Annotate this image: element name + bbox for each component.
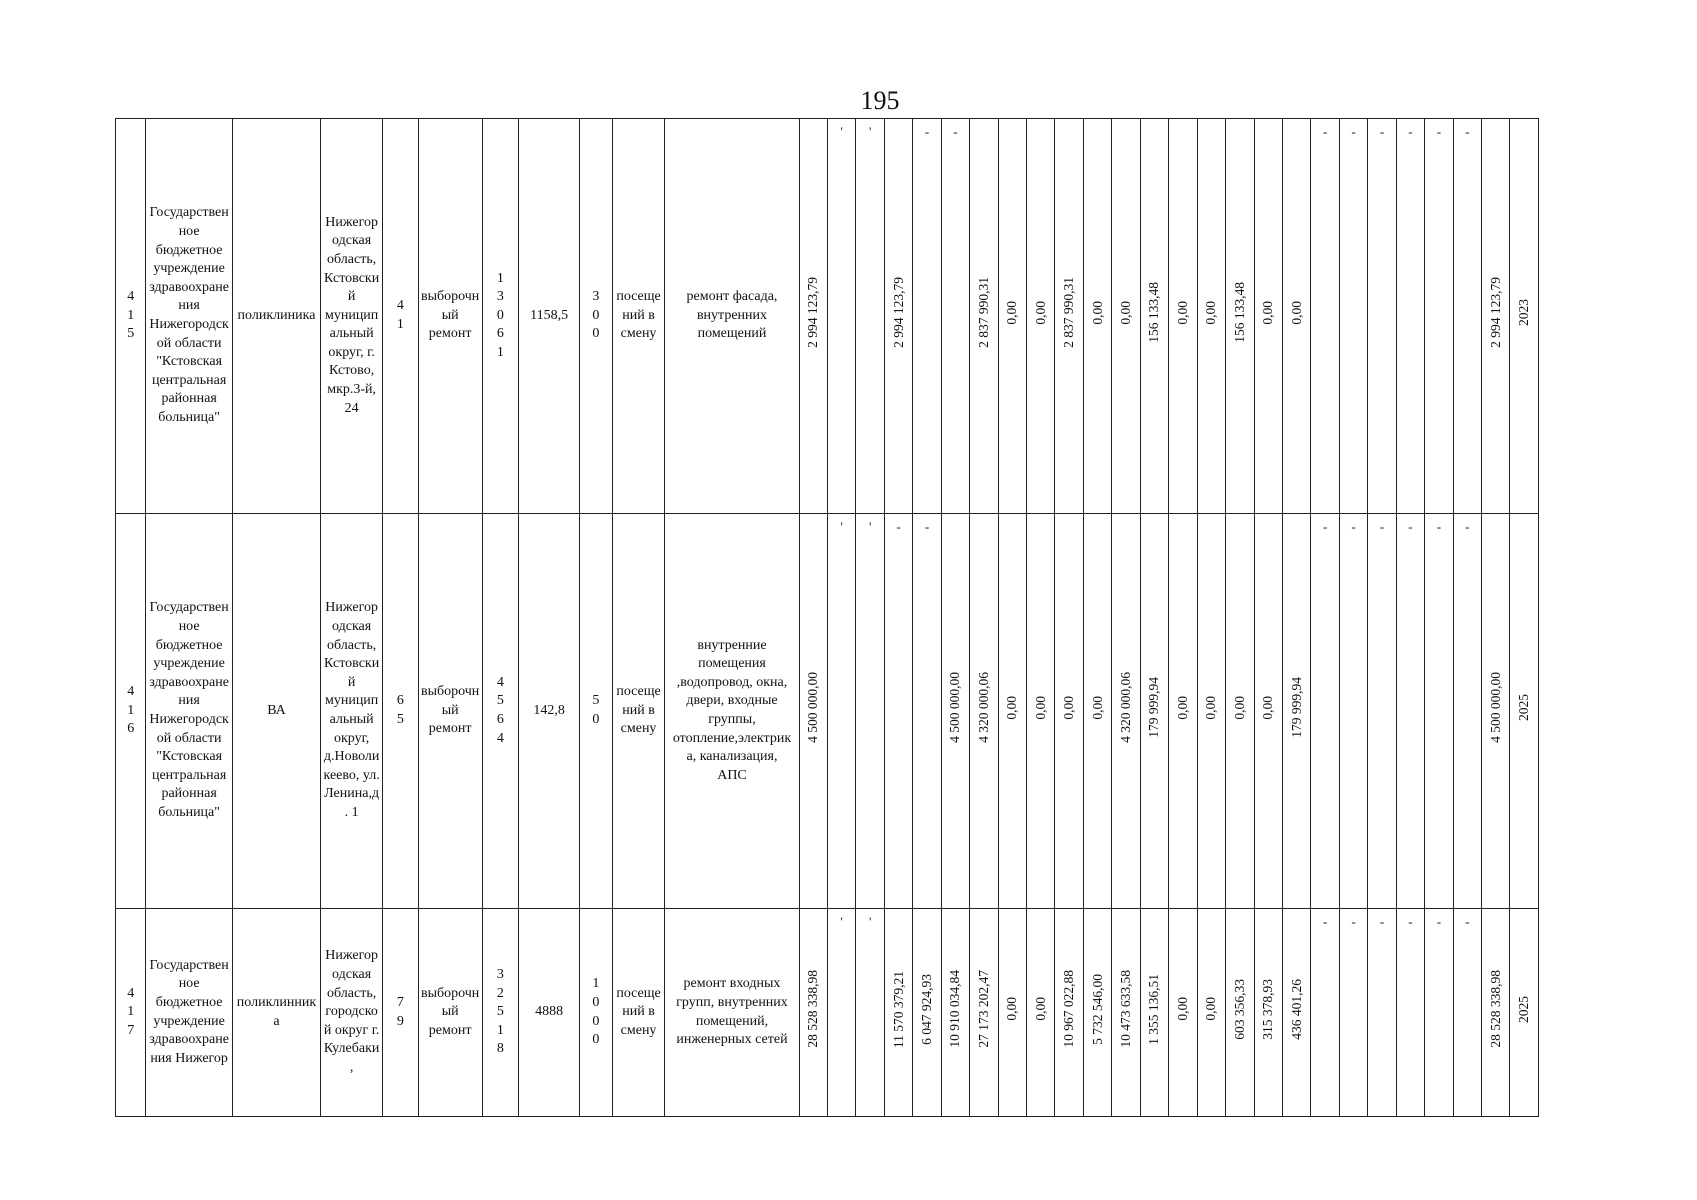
row-number-cell [116, 119, 146, 514]
capacity: 3 0 0 [592, 289, 600, 342]
amount-cell [1453, 119, 1481, 514]
page-number: 195 [860, 86, 900, 115]
empty-marker: ' [868, 519, 872, 534]
row-number: 4 1 6 [127, 684, 135, 737]
repair-year-cell [1510, 119, 1539, 514]
empty-marker: - [1322, 519, 1328, 534]
amount-cell [1197, 119, 1225, 514]
registry-code: 3 2 5 1 8 [496, 967, 504, 1057]
amount-value: 2 994 123,79 [1487, 277, 1503, 349]
amount-value: 2 837 990,31 [1061, 277, 1077, 349]
object-area-cell [519, 514, 580, 909]
object-address-cell [321, 514, 383, 909]
work-description: ремонт фасада, внутренних помещений [686, 289, 778, 342]
object-area: 142,8 [533, 702, 565, 718]
amount-cell [970, 119, 998, 514]
empty-marker: - [1465, 914, 1470, 929]
amount-cell [827, 514, 855, 909]
year-built: 4 1 [396, 298, 404, 332]
amount-value: 603 356,33 [1231, 978, 1247, 1040]
object-area-cell [519, 119, 580, 514]
empty-marker: - [1408, 124, 1413, 139]
table-row [116, 119, 1539, 514]
capacity-unit: посещений в смену [616, 684, 661, 737]
institution-name-cell [146, 909, 232, 1117]
amount-cell [1453, 909, 1481, 1117]
amount-cell [1482, 119, 1510, 514]
row-number-cell [116, 909, 146, 1117]
amount-value: 4 500 000,00 [805, 672, 821, 744]
amount-cell [1055, 119, 1083, 514]
registry-code-cell [482, 514, 519, 909]
empty-marker: - [1379, 124, 1385, 139]
table-row [116, 514, 1539, 909]
amount-cell [827, 909, 855, 1117]
object-address: Нижегородская область, Кстовский муниципальный округ, г. Кстово, мкр.3-й, 24 [324, 214, 380, 416]
object-type: поликлинника [236, 994, 317, 1029]
amount-cell [856, 909, 884, 1117]
empty-marker: - [1351, 519, 1356, 534]
registry-code-cell [482, 119, 519, 514]
empty-marker: - [1436, 914, 1442, 929]
empty-marker: - [924, 519, 930, 534]
amount-cell [884, 514, 912, 909]
amount-cell [1169, 119, 1197, 514]
object-type-cell [232, 514, 320, 909]
amount-cell [1055, 514, 1083, 909]
amount-cell [1453, 514, 1481, 909]
amount-cell [1055, 909, 1083, 1117]
object-type: поликлиника [237, 307, 316, 323]
amount-cell [1140, 119, 1168, 514]
amount-value: 0,00 [1089, 695, 1105, 720]
amount-value: 0,00 [1089, 300, 1105, 325]
amount-cell [799, 909, 827, 1117]
amount-cell [1254, 119, 1282, 514]
amount-cell [1140, 909, 1168, 1117]
object-address-cell [321, 909, 383, 1117]
repair-year-cell [1510, 514, 1539, 909]
amount-value: 0,00 [1260, 300, 1276, 325]
amount-value: 6 047 924,93 [918, 973, 934, 1045]
work-description-cell [665, 514, 799, 909]
amount-cell [913, 909, 941, 1117]
institution-name-cell [146, 514, 232, 909]
empty-marker: - [1351, 124, 1356, 139]
capacity: 5 0 [592, 693, 600, 727]
amount-cell [1083, 514, 1111, 909]
object-address-cell [321, 119, 383, 514]
year-built: 6 5 [396, 693, 404, 727]
object-type: ВА [267, 702, 286, 718]
row-number: 4 1 7 [127, 985, 135, 1038]
amount-cell [884, 909, 912, 1117]
amount-value: 0,00 [1174, 695, 1190, 720]
empty-marker: - [1322, 124, 1328, 139]
empty-marker: - [1465, 124, 1470, 139]
empty-marker: - [1408, 519, 1413, 534]
amount-cell [1339, 514, 1367, 909]
work-description-cell [665, 909, 799, 1117]
repair-year: 2023 [1516, 299, 1532, 327]
object-type-cell [232, 909, 320, 1117]
amount-cell [884, 119, 912, 514]
empty-marker: ' [840, 914, 843, 929]
institution-name: Государственное бюджетное учреждение здравоохранения Нижегородской области "Кстовская центральная районная больница" [149, 600, 229, 820]
repair-type-cell [418, 909, 482, 1117]
amount-value: 27 173 202,47 [975, 970, 991, 1049]
amount-value: 4 320 000,06 [1118, 672, 1134, 744]
amount-cell [1226, 119, 1254, 514]
amount-cell [856, 119, 884, 514]
amount-value: 0,00 [1203, 300, 1219, 325]
capacity-cell [580, 119, 613, 514]
repair-program-table [115, 118, 1539, 1117]
empty-marker: - [924, 124, 930, 139]
year-built-cell [383, 909, 419, 1117]
amount-cell [799, 119, 827, 514]
object-area: 4888 [535, 1004, 564, 1020]
capacity-unit: посещений в смену [616, 289, 661, 342]
amount-cell [1027, 909, 1055, 1117]
year-built-cell [383, 514, 419, 909]
amount-cell [970, 909, 998, 1117]
amount-value: 2 837 990,31 [975, 277, 991, 349]
amount-value: 0,00 [1174, 997, 1190, 1022]
amount-value: 28 528 338,98 [805, 970, 821, 1049]
object-area-cell [519, 909, 580, 1117]
object-area: 1158,5 [530, 307, 569, 323]
amount-value: 0,00 [1203, 695, 1219, 720]
empty-marker: - [1379, 519, 1385, 534]
institution-name-cell [146, 119, 232, 514]
amount-cell [1112, 909, 1140, 1117]
year-built-cell [383, 119, 419, 514]
amount-cell [1368, 909, 1396, 1117]
amount-value: 0,00 [1231, 695, 1247, 720]
amount-value: 156 133,48 [1146, 282, 1162, 344]
amount-cell [1482, 909, 1510, 1117]
amount-value: 4 500 000,00 [947, 672, 963, 744]
amount-cell [799, 514, 827, 909]
table-row [116, 909, 1539, 1117]
amount-cell [1112, 119, 1140, 514]
empty-marker: - [1408, 914, 1413, 929]
amount-value: 28 528 338,98 [1487, 970, 1503, 1049]
institution-name: Государственное бюджетное учреждение здравоохранения Нижегор [149, 957, 229, 1066]
empty-marker: - [1351, 914, 1356, 929]
year-built: 7 9 [396, 994, 404, 1029]
amount-cell [1425, 514, 1453, 909]
repair-year: 2025 [1516, 995, 1532, 1023]
amount-cell [1027, 119, 1055, 514]
amount-value: 0,00 [1032, 695, 1048, 720]
amount-value: 0,00 [1004, 695, 1020, 720]
amount-value: 2 994 123,79 [890, 277, 906, 349]
amount-cell [827, 119, 855, 514]
capacity-cell [580, 514, 613, 909]
row-number-cell [116, 514, 146, 909]
amount-value: 0,00 [1004, 997, 1020, 1022]
registry-code-cell [482, 909, 519, 1117]
empty-marker: - [953, 124, 958, 139]
amount-value: 436 401,26 [1288, 978, 1304, 1040]
empty-marker: - [896, 519, 901, 534]
amount-cell [941, 909, 969, 1117]
empty-marker: ' [868, 124, 872, 139]
amount-cell [998, 514, 1026, 909]
amount-value: 0,00 [1260, 695, 1276, 720]
amount-cell [1027, 514, 1055, 909]
amount-cell [998, 119, 1026, 514]
amount-cell [1282, 119, 1310, 514]
amount-cell [1226, 514, 1254, 909]
amount-value: 0,00 [1203, 997, 1219, 1022]
amount-value: 0,00 [1032, 997, 1048, 1022]
empty-marker: ' [868, 914, 872, 929]
amount-cell [1197, 909, 1225, 1117]
repair-type-cell [418, 119, 482, 514]
empty-marker: ' [840, 519, 843, 534]
object-type-cell [232, 119, 320, 514]
work-description: ремонт входных групп, внутренних помещений, инженерных сетей [676, 976, 788, 1048]
amount-cell [1169, 909, 1197, 1117]
amount-cell [1083, 119, 1111, 514]
amount-cell [1368, 514, 1396, 909]
object-address: Нижегородская область, Кстовский муниципальный округ, д.Новоликеево, ул. Ленина,д. 1 [323, 600, 380, 820]
amount-value: 10 967 022,88 [1061, 970, 1077, 1049]
amount-value: 0,00 [1032, 300, 1048, 325]
repair-year: 2025 [1516, 694, 1532, 722]
amount-cell [941, 514, 969, 909]
capacity: 1 0 0 0 [592, 976, 600, 1048]
amount-value: 4 500 000,00 [1487, 672, 1503, 744]
amount-cell [1169, 514, 1197, 909]
amount-value: 0,00 [1061, 695, 1077, 720]
amount-cell [1311, 119, 1339, 514]
repair-type: выборочный ремонт [420, 684, 480, 737]
amount-cell [1339, 119, 1367, 514]
empty-marker: - [1465, 519, 1470, 534]
amount-value: 0,00 [1118, 300, 1134, 325]
repair-year-cell [1510, 909, 1539, 1117]
amount-value: 1 355 136,51 [1146, 973, 1162, 1045]
amount-cell [970, 514, 998, 909]
amount-cell [1396, 119, 1424, 514]
amount-cell [1112, 514, 1140, 909]
amount-cell [998, 909, 1026, 1117]
amount-value: 179 999,94 [1146, 677, 1162, 739]
amount-cell [913, 119, 941, 514]
amount-cell [1339, 909, 1367, 1117]
amount-value: 0,00 [1004, 300, 1020, 325]
amount-value: 156 133,48 [1231, 282, 1247, 344]
amount-cell [913, 514, 941, 909]
repair-type-cell [418, 514, 482, 909]
work-description-cell [665, 119, 799, 514]
amount-value: 2 994 123,79 [805, 277, 821, 349]
registry-code: 1 3 0 6 1 [496, 270, 504, 360]
amount-value: 315 378,93 [1260, 978, 1276, 1040]
empty-marker: - [1379, 914, 1385, 929]
amount-value: 4 320 000,06 [975, 672, 991, 744]
empty-marker: - [1322, 914, 1328, 929]
amount-value: 0,00 [1174, 300, 1190, 325]
amount-cell [1311, 514, 1339, 909]
amount-cell [1083, 909, 1111, 1117]
amount-value: 10 910 034,84 [947, 970, 963, 1049]
capacity-unit: посещений в смену [616, 985, 661, 1038]
amount-cell [1482, 514, 1510, 909]
capacity-cell [580, 909, 613, 1117]
registry-code: 4 5 6 4 [496, 674, 504, 746]
amount-cell [1311, 909, 1339, 1117]
empty-marker: - [1436, 124, 1442, 139]
amount-cell [1282, 514, 1310, 909]
amount-cell [1140, 514, 1168, 909]
amount-value: 0,00 [1288, 300, 1304, 325]
institution-name: Государственное бюджетное учреждение здравоохранения Нижегородской области "Кстовская центральная районная больница" [149, 205, 229, 425]
repair-type: выборочный ремонт [420, 289, 480, 342]
amount-cell [941, 119, 969, 514]
amount-cell [1425, 119, 1453, 514]
capacity-unit-cell [612, 514, 665, 909]
empty-marker: ' [840, 124, 843, 139]
amount-cell [1425, 909, 1453, 1117]
amount-value: 11 570 379,21 [890, 970, 906, 1048]
amount-value: 10 473 633,58 [1118, 970, 1134, 1049]
amount-cell [1282, 909, 1310, 1117]
capacity-unit-cell [612, 119, 665, 514]
work-description: внутренние помещения ,водопровод, окна, двери, входные группы, отопление,электрика, канализация, АПС [672, 637, 792, 783]
amount-cell [1226, 909, 1254, 1117]
capacity-unit-cell [612, 909, 665, 1117]
amount-cell [1197, 514, 1225, 909]
empty-marker: - [1436, 519, 1442, 534]
amount-cell [1254, 514, 1282, 909]
amount-value: 5 732 546,00 [1089, 973, 1105, 1045]
amount-cell [1368, 119, 1396, 514]
amount-cell [856, 514, 884, 909]
row-number: 4 1 5 [127, 289, 135, 342]
object-address: Нижегородская область, городской округ г. Кулебаки, [323, 948, 380, 1075]
amount-cell [1396, 514, 1424, 909]
repair-type: выборочный ремонт [420, 985, 480, 1038]
amount-value: 179 999,94 [1288, 677, 1304, 739]
amount-cell [1396, 909, 1424, 1117]
amount-cell [1254, 909, 1282, 1117]
